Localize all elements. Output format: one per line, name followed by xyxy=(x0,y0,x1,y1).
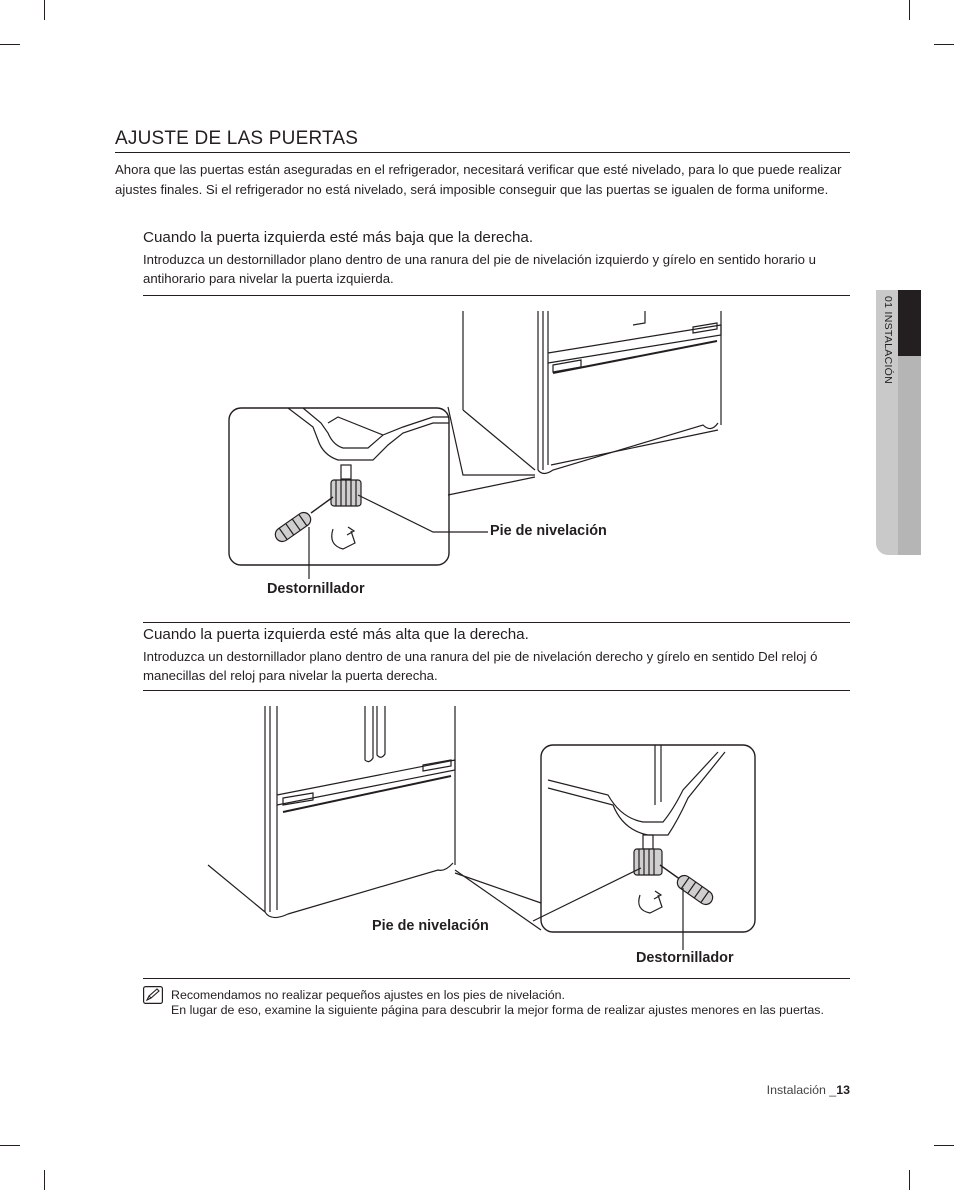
note-line: En lugar de eso, examine la siguiente página para descubrir la mejor forma de realizar ajustes menores en las puertas. xyxy=(171,1003,824,1017)
crop-mark xyxy=(934,44,954,45)
figure-left-door-lower xyxy=(143,305,850,605)
footer-section: Instalación _ xyxy=(766,1083,837,1097)
chapter-tab-label: 01 INSTALACIÓN xyxy=(882,296,894,385)
label-leveling-foot: Pie de nivelación xyxy=(490,523,607,539)
case-left-higher-heading: Cuando la puerta izquierda esté más alta que la derecha. xyxy=(143,626,529,643)
figure-left-door-higher xyxy=(143,700,850,972)
divider xyxy=(143,622,850,623)
label-leveling-foot: Pie de nivelación xyxy=(372,918,489,934)
case-left-higher-text: Introduzca un destornillador plano dentro de una ranura del pie de nivelación derecho y gírelo en sentido Del reloj ó manecillas del reloj para nivelar la puerta derecha. xyxy=(143,649,818,683)
note-pencil-icon xyxy=(143,986,163,1004)
case-left-lower-heading: Cuando la puerta izquierda esté más baja que la derecha. xyxy=(143,229,534,246)
page-footer xyxy=(700,1083,850,1097)
section-title: AJUSTE DE LAS PUERTAS xyxy=(115,128,850,153)
label-screwdriver: Destornillador xyxy=(267,581,365,597)
crop-mark xyxy=(44,1170,45,1190)
divider xyxy=(143,295,850,296)
case-left-lower-text: Introduzca un destornillador plano dentro de una ranura del pie de nivelación izquierdo y gírelo en sentido horario u antihorario para nivelar la puerta izquierda. xyxy=(143,252,817,286)
crop-mark xyxy=(909,1170,910,1190)
crop-mark xyxy=(0,1145,20,1146)
page-number: 13 xyxy=(836,1083,850,1097)
crop-mark xyxy=(934,1145,954,1146)
note-line: Recomendamos no realizar pequeños ajustes en los pies de nivelación. xyxy=(171,988,565,1002)
chapter-tab-lower xyxy=(898,356,921,555)
note-text xyxy=(171,988,841,1018)
divider xyxy=(143,690,850,691)
divider xyxy=(143,978,850,979)
crop-mark xyxy=(0,44,20,45)
chapter-tab-marker xyxy=(898,290,921,356)
crop-mark xyxy=(909,0,910,20)
fridge-illustration-left xyxy=(143,305,850,605)
section-intro: Ahora que las puertas están aseguradas en el refrigerador, necesitará verificar que esté nivelado, para lo que puede realizar ajustes finales. Si el refrigerador no está nivelado, será imposible conseguir que las puertas se igualen de forma uniforme. xyxy=(115,162,842,197)
fridge-illustration-right xyxy=(143,700,850,972)
label-screwdriver: Destornillador xyxy=(636,950,734,966)
crop-mark xyxy=(44,0,45,20)
